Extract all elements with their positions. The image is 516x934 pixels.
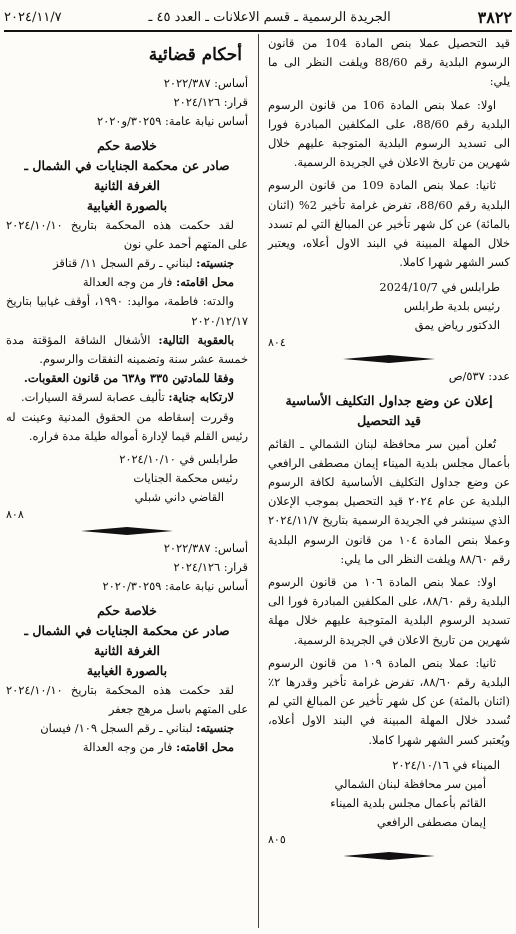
residence-label: محل اقامته:: [176, 275, 234, 290]
crime-line: [6, 388, 248, 407]
signature-name: الدكتور رياض يمق: [414, 318, 500, 333]
residence-line: [6, 273, 248, 292]
judgment-heading: خلاصة حكم: [97, 602, 157, 618]
signature-name: إيمان مصطفى الرافعي: [376, 814, 486, 829]
decision-text: وقررت إسقاطه من الحقوق المدنية وعينت له رئيس القلم قيما لإدارة أمواله طيلة مدة فراره.: [6, 409, 248, 443]
law-reference: وفقا للمادتين ٣٣٥ و٦٣٨ من قانون العقوبات.: [23, 371, 234, 386]
signature-title: رئيس محكمة الجنايات: [133, 471, 238, 486]
intro-text: قيد التحصيل عملا بنص المادة 104 من قانون الرسوم البلدية رقم 88/60 ويلفت النظر الى ما يلي:: [268, 36, 510, 89]
prosecution-number: أساس نيابة عامة: ٢٠٢٠/٣٠٢٥٩: [102, 579, 248, 594]
court-name: صادر عن محكمة الجنايات في الشمال ـ: [24, 622, 230, 638]
signature-line: القائم بأعمال مجلس بلدية الميناء: [330, 795, 486, 810]
court-chamber: الغرفة الثانية: [93, 642, 161, 658]
signature-date: الميناء في ٢٠٢٤/١٠/١٦: [392, 757, 500, 772]
judgment-body: لقد حكمت هذه المحكمة بتاريخ ٢٠٢٤/١٠/١٠ على المتهم باسل مرهج جعفر: [6, 682, 248, 716]
separator-ornament: [268, 353, 510, 365]
judgment-body: لقد حكمت هذه المحكمة بتاريخ ٢٠٢٤/١٠/١٠ على المتهم أحمد علي نون: [6, 217, 248, 251]
column-divider: [258, 34, 259, 928]
crime-label: لارتكابه جناية:: [168, 390, 234, 405]
court-chamber: الغرفة الثانية: [93, 177, 161, 193]
paragraph-third: اولا: عملا بنص المادة ١٠٦ من قانون الرسوم البلدية رقم ٨٨/٦٠، على المكلفين المبادرة فورا الى تسديد الرسوم البلدية المتوجبة عليهم خلال مهلة شهرين من تاريخ الاعلان في الجريدة الرسمية.: [268, 575, 510, 647]
penalty-value: الأشغال الشاقة المؤقتة مدة خمسة عشر سنة وتضمينه النفقات والرسوم.: [6, 332, 248, 367]
page-number: ٣٨٢٢: [477, 7, 512, 27]
nationality-label: جنسيته:: [196, 256, 234, 271]
case-number: أساس: ٢٠٢٢/٣٨٧: [163, 76, 248, 90]
judgment-type: بالصورة الغيابية: [86, 197, 168, 213]
signature-block-mina: [268, 756, 510, 832]
header-date: ٢٠٢٤/١١/٧: [4, 9, 62, 25]
announcement-title: إعلان عن وضع جداول التكليف الأساسية: [285, 392, 493, 408]
signature-name: القاضي داني شبلي: [134, 490, 224, 505]
nationality-label: جنسيته:: [196, 721, 234, 736]
mother-line: والدته: فاطمة، مواليد: ١٩٩٠، أوقف غيابيا بتاريخ ٢٠٢٠/١٢/١٧: [6, 294, 248, 328]
separator-ornament: [6, 525, 248, 537]
signature-date: طرابلس في 2024/10/7: [379, 280, 500, 295]
residence-line: [6, 738, 248, 757]
paragraph-fourth: ثانيا: عملا بنص المادة ١٠٩ من قانون الرسوم البلدية رقم ٨٨/٦٠، تفرض غرامة تأخير وقدرها ٢٪ (اثنان بالمئة) عن كل شهر تأخير عن المبالغ التي لم تُسدد خلال المهلة المبينة في البند الاول أعلاه، ويُعتبر كسر الشهر شهرا كاملا.: [268, 655, 510, 747]
section-title: أحكام قضائية: [148, 45, 242, 65]
signature-title: رئيس بلدية طرابلس: [403, 299, 500, 314]
penalty-label: بالعقوبة التالية:: [158, 332, 234, 347]
judgment-heading: خلاصة حكم: [97, 137, 157, 153]
announcement-body: تُعلن أمين سر محافظة لبنان الشمالي ـ القائم بأعمال مجلس بلدية الميناء إيمان مصطفى الرافعي عن وضع جداول التكليف الأساسية لكافة الرسوم البلدية عن عام ٢٠٢٤ قيد التحصيل بموجب الإعلان الذي سينشر في الجريدة الرسمية بتاريخ ٢٠٢٤/١١/٧ وعملا بنص المادة ١٠٤ من قانون الرسوم البلدية رقم ٨٨/٦٠ ويلفت النظر الى ما يلي:: [268, 436, 510, 566]
reference-number: ٨٠٤: [268, 336, 286, 350]
paragraph-first: اولا: عملا بنص المادة 106 من قانون الرسوم البلدية رقم 88/60، على المكلفين المبادرة فورا الى تسديد الرسوم البلدية المتوجبة عليهم خلال شهرين من تاريخ الاعلان في الجريدة الرسمية.: [268, 97, 510, 170]
court-name: صادر عن محكمة الجنايات في الشمال ـ: [24, 157, 230, 173]
nationality-line: [6, 254, 248, 273]
separator-ornament: [268, 850, 510, 862]
signature-block-court: [6, 450, 248, 507]
header-title: الجريدة الرسمية ـ قسم الاعلانات ـ العدد ٤٥ ـ: [148, 9, 391, 25]
prosecution-number: أساس نيابة عامة: ٣٠٢٥٩/و٢٠٢٠: [96, 114, 248, 129]
signature-line: أمين سر محافظة لبنان الشمالي: [334, 776, 486, 791]
residence-value: فار من وجه العدالة: [82, 740, 173, 755]
penalty-line: [6, 331, 248, 369]
crime-value: تأليف عصابة لسرقة السيارات.: [20, 390, 165, 405]
residence-value: فار من وجه العدالة: [82, 275, 173, 290]
case-number: أساس: ٢٠٢٢/٣٨٧: [163, 541, 248, 556]
reference-number: ٨٠٥: [268, 832, 286, 846]
judgment-type: بالصورة الغيابية: [86, 662, 168, 678]
page-header: [4, 4, 512, 32]
left-column: [6, 34, 248, 757]
paragraph-second: ثانيا: عملا بنص المادة 109 من قانون الرسوم البلدية رقم 88/60، تفرض غرامة تأخير 2% (اثنان بالمائة) عن كل شهر تأخير عن المبالغ التي لم تسدد خلال المهلة المبينة في البند الاول أعلاه، ويعتبر كسر الشهر شهرا كاملا.: [268, 178, 510, 270]
announcement-number: عدد: ٥٣٧/ص: [448, 369, 510, 384]
residence-label: محل اقامته:: [176, 740, 234, 755]
right-column: [268, 34, 510, 864]
decision-number: قرار: ٢٠٢٤/١٢٦: [173, 95, 248, 110]
signature-block-tripoli: [268, 278, 510, 335]
nationality-value: لبناني ـ رقم السجل ١١/ قناقز: [53, 256, 193, 271]
reference-number: ٨٠٨: [6, 508, 24, 522]
nationality-line: [6, 719, 248, 738]
announcement-subtitle: قيد التحصيل: [357, 412, 421, 428]
nationality-value: لبناني ـ رقم السجل ١٠٩/ فيسان: [40, 721, 193, 736]
signature-date: طرابلس في ٢٠٢٤/١٠/١٠: [119, 452, 238, 467]
decision-number: قرار: ٢٠٢٤/١٢٦: [173, 560, 248, 575]
